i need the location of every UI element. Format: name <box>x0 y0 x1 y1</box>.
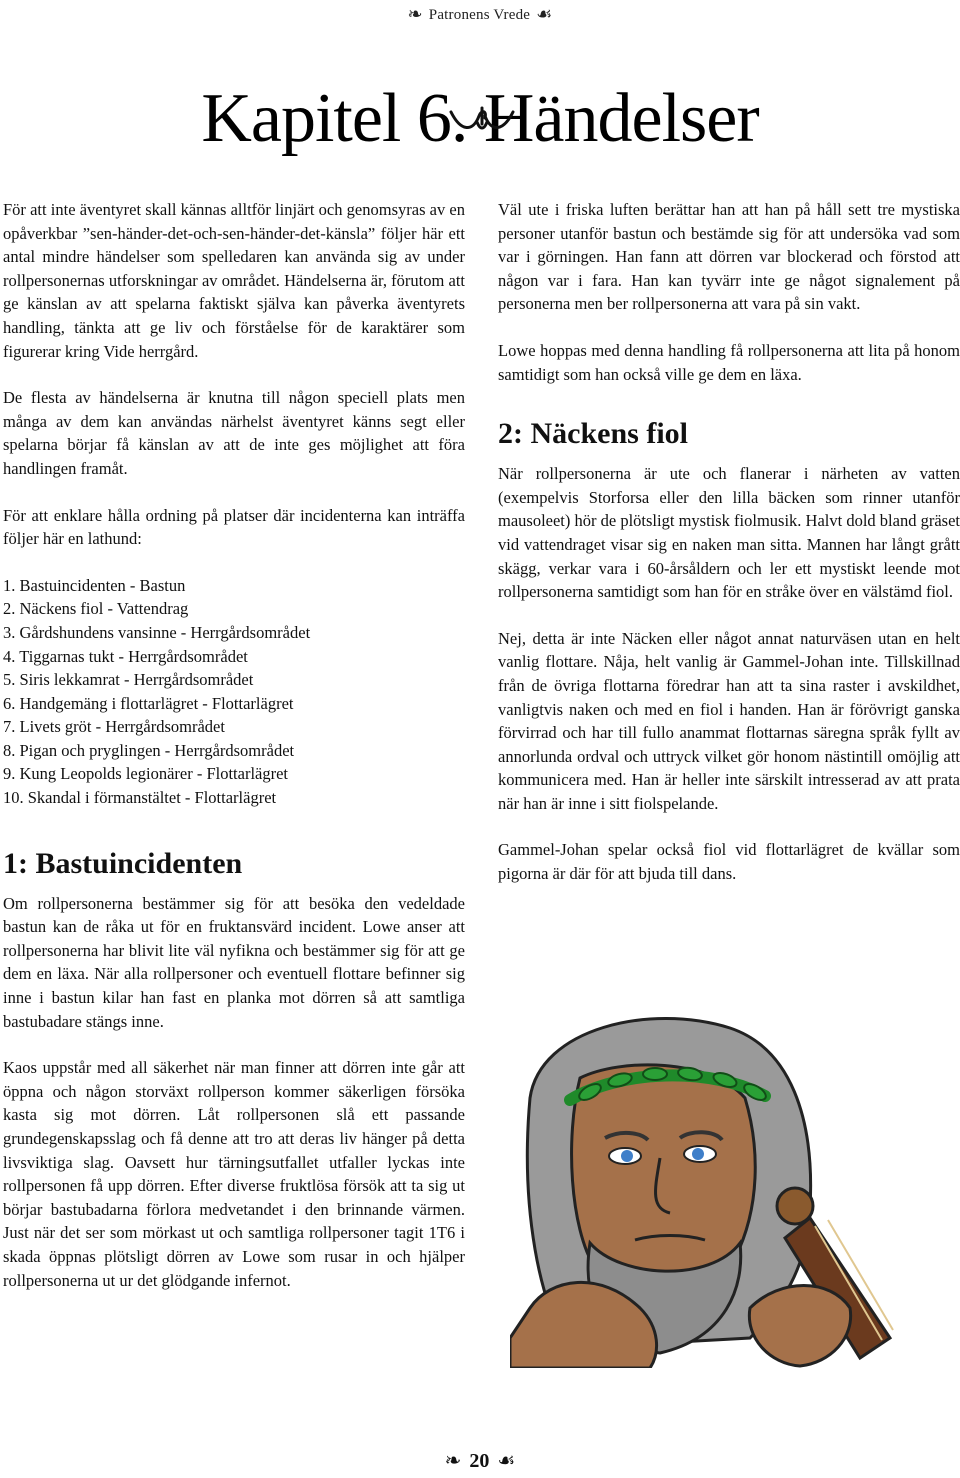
continuation-paragraph-1: Väl ute i friska luften berättar han att han på håll sett tre mystiska personer utanför bastun och bestämde sig för att undersöka vad som var i görningen. Han fann att dörren var blockerad och förstod att någon var i fara. Han kan tyvärr inte ge något signalement på personerna men ber rollpersonerna att vara på sin vakt. <box>498 200 960 314</box>
swirl-ornament-left-icon: ❧ <box>407 4 423 24</box>
hand-shape <box>749 1286 850 1367</box>
intro-paragraph-3: För att enklare hålla ordning på platser där incidenterna kan inträffa följer här en lathund: <box>3 505 465 549</box>
swirl-ornament-right-icon: ☙ <box>536 4 553 24</box>
page-footer <box>0 1448 960 1473</box>
list-item: 8. Pigan och pryglingen - Herrgårdsområdet <box>3 740 295 760</box>
section2-paragraph-1: När rollpersonerna är ute och flanerar i närheten av vatten (exempelvis Storforsa eller den lilla bäcken som rinner utanför mausoleet) hör de plötsligt mystisk fiolmusik. Halvt dold bland gräset vid vattendraget visar sig en naken man sitta. Mannen har långt grått skägg, verkar vara i 60-årsåldern och ler ett mystiskt leende mot rollpersonerna samtidigt som han för en stråke över en välstämd fiol. <box>498 464 960 602</box>
list-item: 10. Skandal i förmanstältet - Flottarlägret <box>3 788 277 808</box>
left-column <box>3 198 465 1292</box>
section1-paragraph-1: Om rollpersonerna bestämmer sig för att besöka den vedeldade bastun kan de råka ut för en fruktansvärd incident. Lowe anser att rollpersonerna har blivit lite väl nyfikna och bestämmer sig för att ge dem en läxa. När alla rollpersoner och eventuell flottare befinner sig inne i bastun kilar han fast en planka mot dörren så att samtliga bastubadare stängs inne. <box>3 893 465 1031</box>
page-number: 20 <box>469 1450 490 1472</box>
section1-paragraph-2: Kaos uppstår med all säkerhet när man finner att dörren inte går att öppna och någon storväxt rollperson kommer säkerligen försöka kasta sig mot dörren. Låt rollpersonen slå ett passande grundegenskapsslag och få denne att tro att deras liv hänger på detta livsviktiga slag. Oavsett hur tärningsutfallet utfaller lyckas inte rollpersonen få upp dörren. Efter diverse fruktlösa försök att ta sig ut börjar bastubadarna förlora medvetandet i den brinnande värmen. Just när det ser som mörkast ut och samtliga rollpersoner tagit 1T6 i skada öppnas plötsligt dörren av Lowe som rusar in och hjälper rollpersonerna ut ur det glödgande infernot. <box>3 1058 465 1290</box>
continuation-paragraph-2: Lowe hoppas med denna handling få rollpersonerna att lita på honom samtidigt som han också ville ge dem en läxa. <box>498 340 960 384</box>
intro-paragraph-2: De flesta av händelserna är knutna till någon speciell plats men många av dem kan användas närhelst äventyret känns segt eller spelarna börjar få känslan av att de inte ges möjlighet att föra handlingen framåt. <box>3 388 465 478</box>
list-item: 9. Kung Leopolds legionärer - Flottarlägret <box>3 764 289 784</box>
list-item: 4. Tiggarnas tukt - Herrgårdsområdet <box>3 646 248 666</box>
list-item: 3. Gårdshundens vansinne - Herrgårdsområdet <box>3 622 311 642</box>
right-column <box>498 198 960 886</box>
list-item: 2. Näckens fiol - Vattendrag <box>3 599 189 619</box>
list-item: 7. Livets gröt - Herrgårdsområdet <box>3 717 225 737</box>
section-heading-bastuincidenten: 1: Bastuincidenten <box>3 846 243 880</box>
section-heading-nackens-fiol: 2: Näckens fiol <box>498 417 688 451</box>
swirl-ornament-left-icon: ❧ <box>444 1450 462 1472</box>
list-item: 1. Bastuincidenten - Bastun <box>3 575 186 595</box>
gammel-johan-illustration <box>510 1008 960 1368</box>
section2-paragraph-2: Nej, detta är inte Näcken eller något annat naturväsen utan en helt vanlig flottare. Nåja, helt vanlig är Gammel-Johan inte. Tillskillnad från de övriga flottarna föredrar han att ta sina raster i avskildhet, vanligtvis naken och med en fiol i handen. Han är förövrigt ganska förvirrad och har till fullo anammat flottarnas säregna språk fyllt av annorlunda ordval och uttryck vilket gör honom nästintill omöjlig att kommunicera med. Han är heller inte särskilt intresserad av att prata när han är inne i sitt fiolspelande. <box>498 628 960 813</box>
chapter-title: Kapitel 6. Händelser <box>201 79 759 157</box>
list-item: 6. Handgemäng i flottarlägret - Flottarlägret <box>3 693 294 713</box>
title-flourish-icon <box>447 104 517 140</box>
running-head <box>0 4 960 25</box>
incident-list <box>3 574 465 810</box>
section2-paragraph-3: Gammel-Johan spelar också fiol vid flottarlägret de kvällar som pigorna är där för att bjuda till dans. <box>498 840 960 884</box>
intro-paragraph-1: För att inte äventyret skall kännas alltför linjärt och genomsyras av en opåverkbar ”sen-händer-det-och-sen-händer-det-känsla” följer här ett antal mindre händelser som spelledaren kan använda sig av under rollpersonernas utforskningar av området. Händelserna är, förutom att ge känslan av att spelarna faktiskt själva kan påverka äventyrets handling, tänkta att ge liv och förståelse för de karaktärer som figurerar kring Vide herrgård. <box>3 200 465 361</box>
list-item: 5. Siris lekkamrat - Herrgårdsområdet <box>3 670 254 690</box>
swirl-ornament-right-icon: ☙ <box>497 1450 516 1472</box>
running-title: Patronens Vrede <box>428 7 531 23</box>
